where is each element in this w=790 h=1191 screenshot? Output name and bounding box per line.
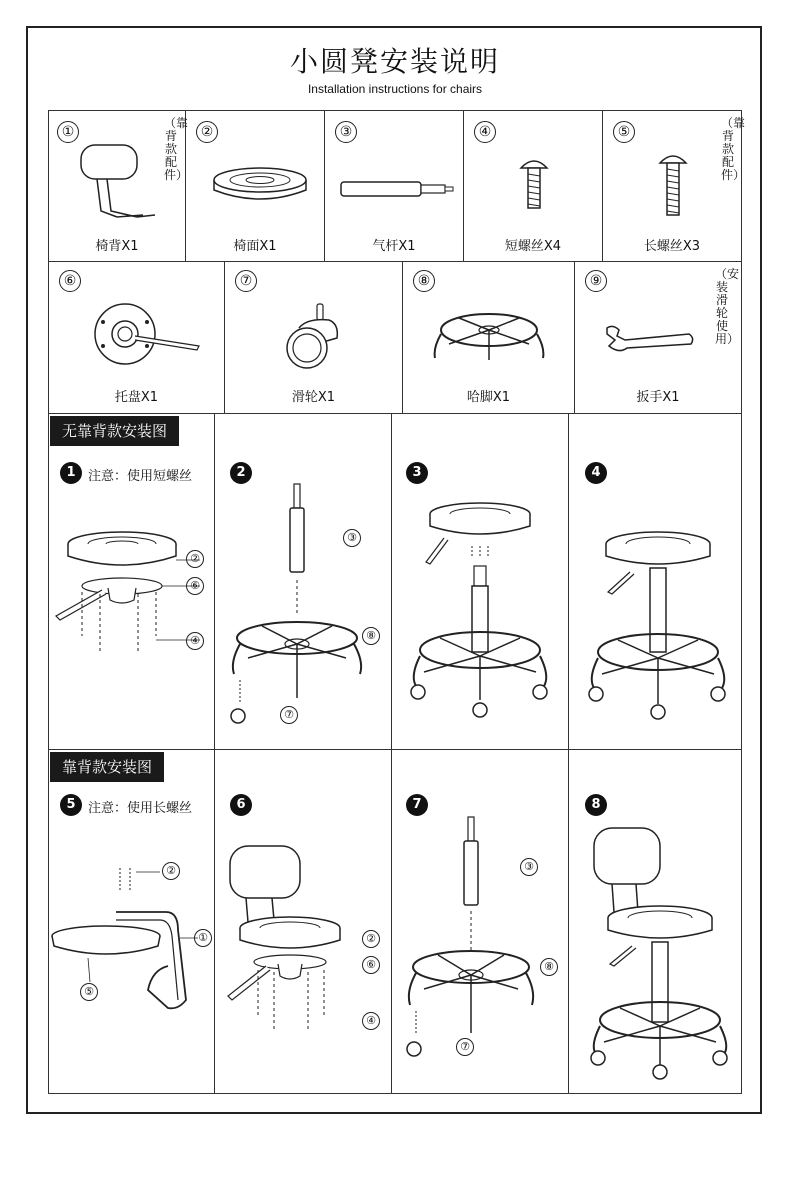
step-6-diagram: [222, 840, 362, 1040]
part-number: ⑤: [613, 121, 635, 143]
part-label: 托盘X1: [114, 390, 159, 405]
callout-gas-lift: ③: [343, 529, 361, 547]
step-note: 注意：使用长螺丝: [88, 801, 193, 816]
page-subtitle: Installation instructions for chairs: [307, 82, 483, 96]
callout-seat: ②: [362, 930, 380, 948]
part-number: ③: [335, 121, 357, 143]
callout-backrest: ①: [194, 929, 212, 947]
callout-tray: ⑥: [186, 577, 204, 595]
callout-gas-lift: ③: [520, 858, 538, 876]
part-label: 椅背X1: [95, 239, 139, 254]
step-badge: 3: [406, 462, 428, 484]
section-header-with-backrest: 靠背款安装图: [50, 752, 164, 782]
part-label: 滑轮X1: [291, 390, 336, 405]
step-badge: 5: [60, 794, 82, 816]
step-3-diagram: [404, 500, 554, 720]
part-number: ⑧: [413, 270, 435, 292]
parts-row-2: [48, 262, 742, 414]
callout-screw: ④: [186, 632, 204, 650]
step-8-diagram: [582, 820, 732, 1080]
callout-caster: ⑦: [456, 1038, 474, 1056]
long-screw-icon: [658, 151, 688, 221]
part-cell-base: [403, 262, 575, 413]
short-screw-icon: [519, 156, 549, 216]
caster-icon: [283, 302, 353, 372]
page-title: 小圆凳安装说明: [289, 45, 500, 78]
callout-caster: ⑦: [280, 706, 298, 724]
step-badge: 4: [585, 462, 607, 484]
section-header-no-backrest: 无靠背款安装图: [50, 416, 179, 446]
part-label: 椅面X1: [233, 239, 277, 254]
gas-lift-icon: [339, 176, 459, 206]
part-cell-gas-lift: [325, 111, 464, 261]
part-note: （靠背款配件）: [721, 116, 746, 182]
step-note: 注意：使用短螺丝: [88, 469, 193, 484]
part-cell-seat: [186, 111, 325, 261]
part-cell-short-screw: [464, 111, 603, 261]
part-number: ⑥: [59, 270, 81, 292]
tray-icon: [93, 300, 203, 370]
part-label: 气杆X1: [372, 239, 416, 254]
step-badge: 6: [230, 794, 252, 816]
part-label: 长螺丝X3: [643, 239, 701, 254]
callout-seat-bottom: ⑤: [80, 983, 98, 1001]
part-number: ①: [57, 121, 79, 143]
part-cell-long-screw: [603, 111, 746, 261]
step-2-diagram: [222, 480, 372, 720]
part-label: 哈脚X1: [466, 390, 511, 405]
callout-base: ⑧: [362, 627, 380, 645]
part-cell-caster: [225, 262, 403, 413]
backrest-icon: [77, 141, 157, 221]
step-4-diagram: [582, 520, 732, 720]
step-badge: 1: [60, 462, 82, 484]
part-cell-tray: [49, 262, 225, 413]
callout-tray: ⑥: [362, 956, 380, 974]
part-number: ⑦: [235, 270, 257, 292]
part-cell-backrest: [49, 111, 189, 261]
wrench-icon: [605, 324, 695, 354]
callout-screw-top: ②: [162, 862, 180, 880]
part-number: ④: [474, 121, 496, 143]
seat-icon: [210, 166, 310, 216]
callout-screw: ④: [362, 1012, 380, 1030]
part-number: ⑨: [585, 270, 607, 292]
step-5-diagram: [48, 860, 208, 1030]
callout-base: ⑧: [540, 958, 558, 976]
step-badge: 2: [230, 462, 252, 484]
part-label: 短螺丝X4: [504, 239, 562, 254]
step-7-diagram: [400, 815, 550, 1055]
part-number: ②: [196, 121, 218, 143]
parts-row-1: [48, 110, 746, 262]
part-note: （安装滑轮使用）: [715, 267, 740, 346]
part-cell-wrench: [575, 262, 741, 413]
base-icon: [429, 310, 549, 370]
callout-seat: ②: [186, 550, 204, 568]
step-badge: 7: [406, 794, 428, 816]
step-badge: 8: [585, 794, 607, 816]
part-note: （靠背款配件）: [164, 116, 189, 182]
part-label: 扳手X1: [636, 390, 680, 405]
